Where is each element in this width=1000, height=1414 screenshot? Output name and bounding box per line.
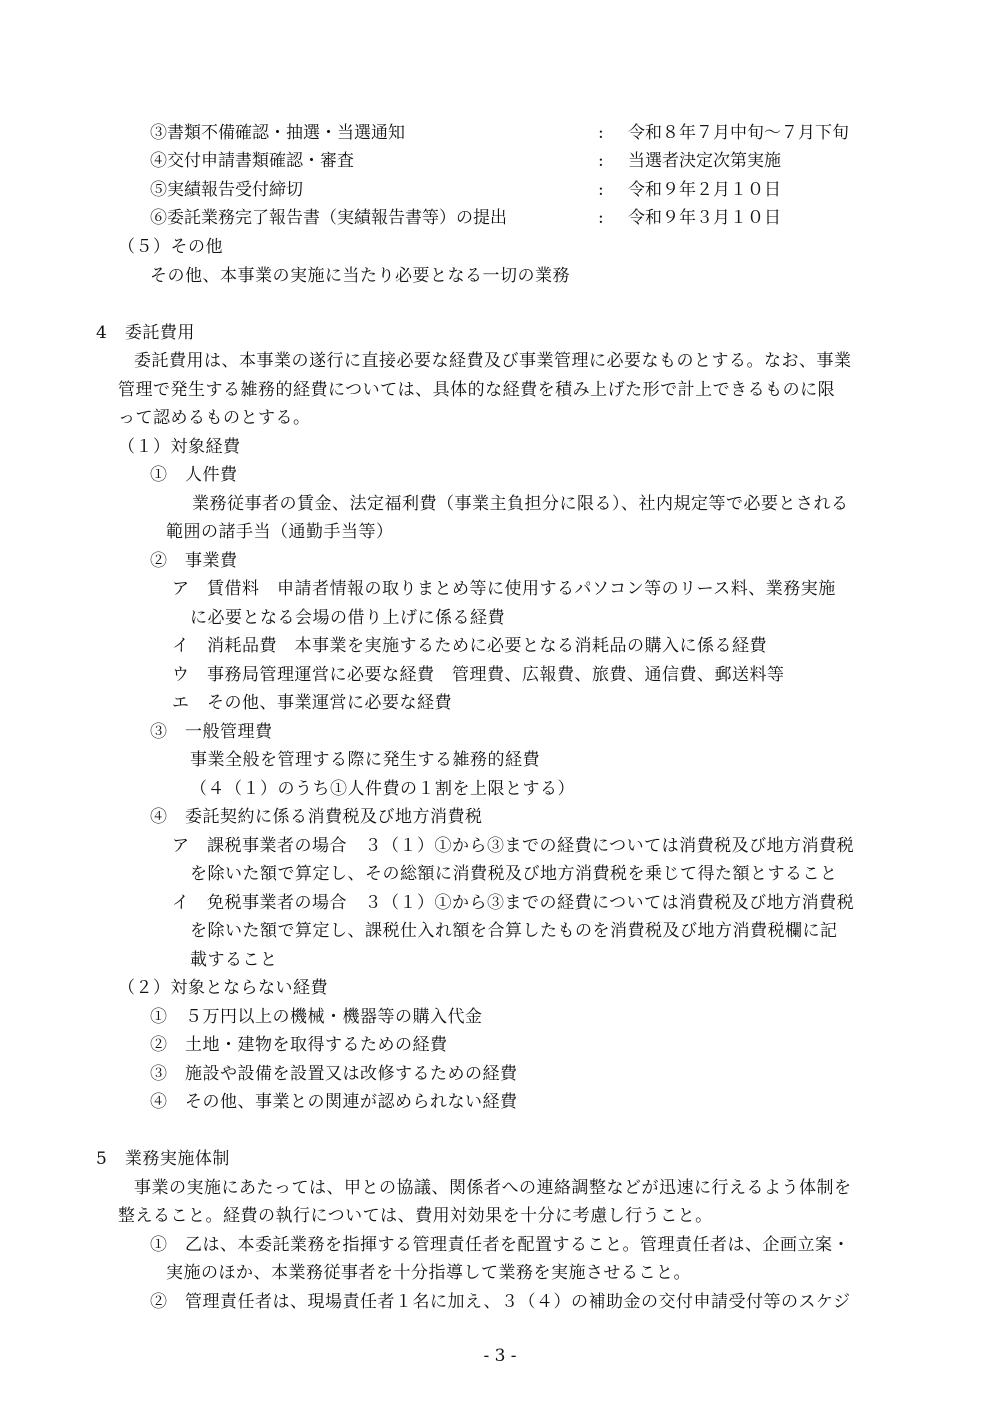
sub-item-continued: に必要となる会場の借り上げに係る経費 bbox=[190, 608, 505, 628]
paragraph: その他、本事業の実施に当たり必要となる一切の業務 bbox=[150, 266, 570, 286]
list-item: ① ５万円以上の機械・機器等の購入代金 bbox=[150, 1007, 483, 1027]
schedule-item: ④交付申請書類確認・審査 bbox=[150, 151, 354, 171]
paragraph-line: 事業全般を管理する際に発生する雑務的経費 bbox=[190, 750, 540, 770]
list-item: ② 管理責任者は、現場責任者１名に加え、３（４）の補助金の交付申請受付等のスケジ bbox=[150, 1292, 851, 1312]
schedule-value: 令和９年３月１０日 bbox=[628, 208, 781, 228]
subsection-heading: （５）その他 bbox=[118, 237, 223, 257]
page-number: - 3 - bbox=[483, 1346, 517, 1366]
paragraph-line: って認めるものとする。 bbox=[118, 408, 311, 428]
schedule-separator: : bbox=[598, 123, 604, 143]
subsection-heading: （２）対象とならない経費 bbox=[118, 978, 328, 998]
section-heading: 5 業務実施体制 bbox=[96, 1149, 230, 1169]
paragraph-line: 整えること。経費の執行については、費用対効果を十分に考慮し行うこと。 bbox=[118, 1206, 713, 1226]
sub-item: エ その他、事業運営に必要な経費 bbox=[172, 693, 452, 713]
list-item-label: ② 事業費 bbox=[150, 551, 238, 571]
schedule-separator: : bbox=[598, 180, 604, 200]
paragraph-line: 業務従事者の賃金、法定福利費（事業主負担分に限る）、社内規定等で必要とされる bbox=[192, 494, 849, 514]
paragraph-line: 管理で発生する雑務的経費については、具体的な経費を積み上げた形で計上できるものに限 bbox=[118, 380, 836, 400]
list-item: ③ 施設や設備を設置又は改修するための経費 bbox=[150, 1064, 518, 1084]
sub-item-continued: 載すること bbox=[190, 950, 278, 970]
paragraph-line: 委託費用は、本事業の遂行に直接必要な経費及び事業管理に必要なものとする。なお、事業 bbox=[134, 351, 852, 371]
section-heading: 4 委託費用 bbox=[96, 323, 195, 343]
sub-item: イ 消耗品費 本事業を実施するために必要となる消耗品の購入に係る経費 bbox=[172, 636, 767, 656]
sub-item: イ 免税事業者の場合 ３（１）①から③までの経費については消費税及び地方消費税 bbox=[172, 893, 855, 913]
list-item: ① 乙は、本委託業務を指揮する管理責任者を配置すること。管理責任者は、企画立案・ bbox=[150, 1235, 850, 1255]
sub-item: ウ 事務局管理運営に必要な経費 管理費、広報費、旅費、通信費、郵送料等 bbox=[172, 665, 785, 685]
sub-item-continued: を除いた額で算定し、その総額に消費税及び地方消費税を乗じて得た額とすること bbox=[190, 864, 838, 884]
list-item-label: ① 人件費 bbox=[150, 465, 238, 485]
note: （４（１）のうち①人件費の１割を上限とする） bbox=[190, 779, 575, 799]
schedule-value: 令和９年２月１０日 bbox=[628, 180, 781, 200]
sub-item-continued: を除いた額で算定し、課税仕入れ額を合算したものを消費税及び地方消費税欄に記 bbox=[190, 921, 838, 941]
schedule-separator: : bbox=[598, 208, 604, 228]
list-item: ② 土地・建物を取得するための経費 bbox=[150, 1035, 448, 1055]
sub-item: ア 賃借料 申請者情報の取りまとめ等に使用するパソコン等のリース料、業務実施 bbox=[172, 579, 836, 599]
schedule-separator: : bbox=[598, 151, 604, 171]
list-item-label: ③ 一般管理費 bbox=[150, 722, 273, 742]
list-item: ④ その他、事業との関連が認められない経費 bbox=[150, 1092, 518, 1112]
schedule-value: 当選者決定次第実施 bbox=[628, 151, 781, 171]
schedule-item: ③書類不備確認・抽選・当選通知 bbox=[150, 123, 405, 143]
sub-item: ア 課税事業者の場合 ３（１）①から③までの経費については消費税及び地方消費税 bbox=[172, 836, 855, 856]
schedule-item: ⑥委託業務完了報告書（実績報告書等）の提出 bbox=[150, 208, 507, 228]
paragraph-line: 範囲の諸手当（通勤手当等） bbox=[166, 522, 394, 542]
list-item-label: ④ 委託契約に係る消費税及び地方消費税 bbox=[150, 807, 483, 827]
schedule-value: 令和８年７月中旬～７月下旬 bbox=[628, 123, 849, 143]
schedule-item: ⑤実績報告受付締切 bbox=[150, 180, 303, 200]
subsection-heading: （１）対象経費 bbox=[118, 437, 241, 457]
list-item-continued: 実施のほか、本業務従事者を十分指導して業務を実施させること。 bbox=[166, 1263, 691, 1283]
paragraph-line: 事業の実施にあたっては、甲との協議、関係者への連絡調整などが迅速に行えるよう体制を bbox=[134, 1178, 852, 1198]
